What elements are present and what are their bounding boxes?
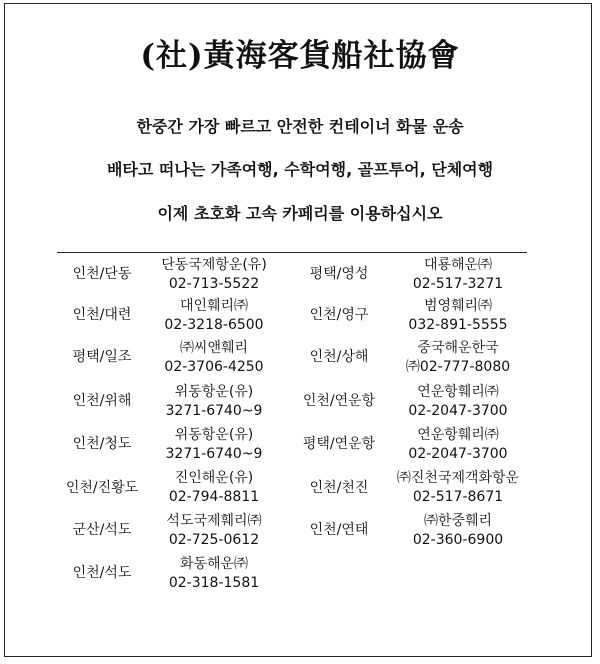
company-entry xyxy=(388,297,528,335)
company-entry xyxy=(144,555,284,593)
route-name: 평택/일조 xyxy=(72,349,132,365)
company-name: ㈜진천국제객화항운 xyxy=(396,470,520,486)
route-name: 인천/연운항 xyxy=(302,393,376,409)
company-name: 범영훼리㈜ xyxy=(423,298,493,314)
route-name: 평택/영성 xyxy=(309,266,369,282)
company-phone: ㈜02-777-8080 xyxy=(405,359,511,375)
company-phone: 3271-6740~9 xyxy=(165,446,263,462)
document-title: (社)黃海客貨船社協會 xyxy=(140,38,460,74)
company-name: 대룡해운㈜ xyxy=(423,257,493,273)
route-name: 인천/연태 xyxy=(309,522,369,538)
company-entry xyxy=(388,383,528,421)
company-phone: 02-725-0612 xyxy=(168,532,260,548)
company-phone: 3271-6740~9 xyxy=(165,403,263,419)
route-name: 인천/진황도 xyxy=(65,480,139,496)
tagline-3: 이제 초호화 고속 카페리를 이용하십시오 xyxy=(157,204,443,223)
company-phone: 02-517-8671 xyxy=(412,489,504,505)
company-phone: 02-318-1581 xyxy=(168,575,260,591)
route-name: 평택/연운항 xyxy=(302,436,376,452)
company-name: 중국해운한국 xyxy=(417,340,499,356)
company-phone: 032-891-5555 xyxy=(408,317,508,333)
company-name: 대인훼리㈜ xyxy=(179,298,249,314)
company-entry xyxy=(388,256,528,294)
route-name: 인천/석도 xyxy=(72,565,132,581)
tagline-2: 배타고 떠나는 가족여행, 수학여행, 골프투어, 단체여행 xyxy=(106,160,494,179)
company-entry xyxy=(388,469,528,507)
company-phone: 02-713-5522 xyxy=(168,276,260,292)
company-entry xyxy=(144,256,284,294)
company-phone: 02-2047-3700 xyxy=(408,446,508,462)
company-phone: 02-3218-6500 xyxy=(164,317,264,333)
route-name: 인천/상해 xyxy=(309,349,369,365)
company-entry xyxy=(144,469,284,507)
tagline-1: 한중간 가장 빠르고 안전한 컨테이너 화물 운송 xyxy=(136,117,464,136)
route-name: 인천/단동 xyxy=(72,266,132,282)
company-name: ㈜한중훼리 xyxy=(423,513,493,529)
company-entry xyxy=(388,512,528,550)
company-entry xyxy=(144,339,284,377)
company-name: 진인해운(유) xyxy=(174,470,254,486)
route-name: 인천/대련 xyxy=(72,307,132,323)
company-phone: 02-517-3271 xyxy=(412,276,504,292)
company-entry xyxy=(388,339,528,377)
company-name: 화동해운㈜ xyxy=(179,556,249,572)
company-entry xyxy=(388,426,528,464)
company-phone: 02-3706-4250 xyxy=(164,359,264,375)
company-phone: 02-360-6900 xyxy=(412,532,504,548)
company-phone: 02-794-8811 xyxy=(168,489,260,505)
route-name: 인천/영구 xyxy=(309,307,369,323)
route-name: 군산/석도 xyxy=(72,522,132,538)
company-name: ㈜씨앤훼리 xyxy=(179,340,249,356)
company-entry xyxy=(144,297,284,335)
company-name: 위동항운(유) xyxy=(174,384,254,400)
company-name: 연운항훼리㈜ xyxy=(417,384,499,400)
company-name: 연운항훼리㈜ xyxy=(417,427,499,443)
company-phone: 02-2047-3700 xyxy=(408,403,508,419)
company-entry xyxy=(144,512,284,550)
route-name: 인천/천진 xyxy=(309,480,369,496)
company-entry xyxy=(144,426,284,464)
company-name: 위동항운(유) xyxy=(174,427,254,443)
company-entry xyxy=(144,383,284,421)
route-name: 인천/청도 xyxy=(72,436,132,452)
divider-line xyxy=(57,252,527,253)
route-name: 인천/위해 xyxy=(72,393,132,409)
company-name: 단동국제항운(유) xyxy=(161,257,267,273)
company-name: 석도국제훼리㈜ xyxy=(166,513,262,529)
